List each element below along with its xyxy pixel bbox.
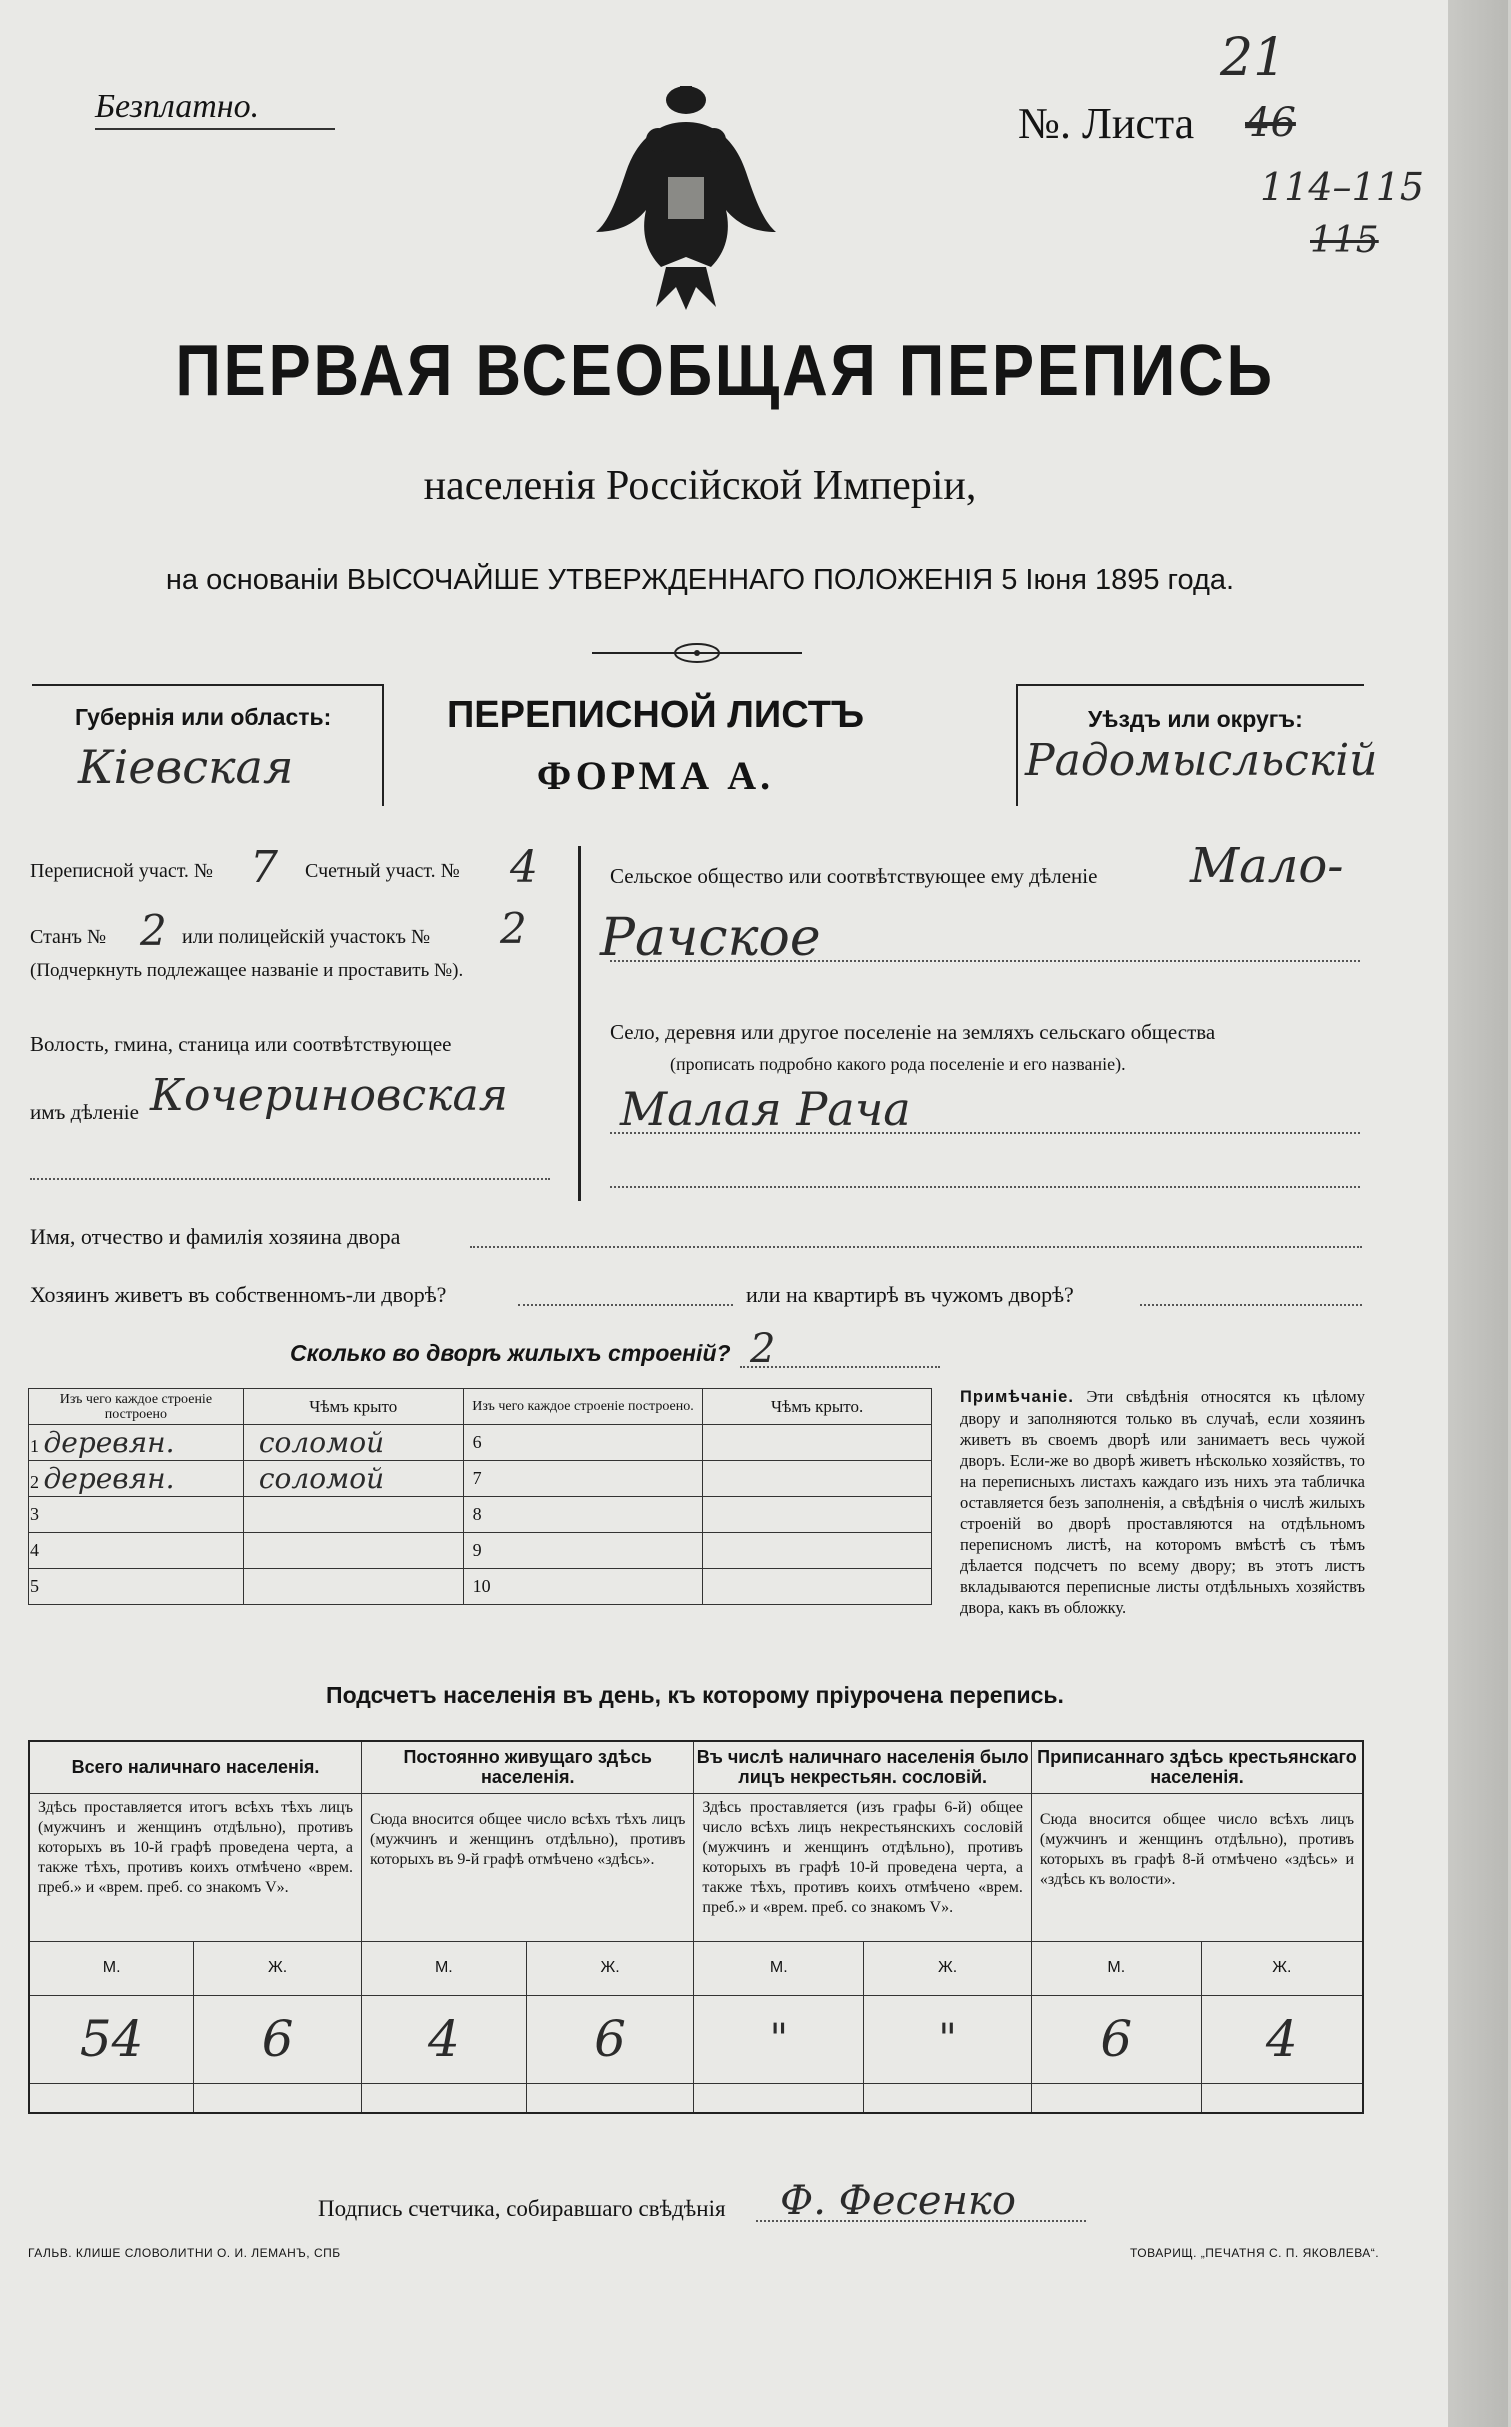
form-title-line1: ПЕРЕПИСНОЙ ЛИСТЪ [446,694,865,736]
count-value[interactable]: " [694,1995,864,2083]
col-female: Ж. [194,1941,362,1995]
uchast-label: Переписной участ. № [30,860,214,882]
volost-extra-line [30,1178,550,1180]
row-number: 10 [472,1576,491,1596]
building-roof[interactable] [243,1569,463,1605]
building-roof[interactable] [243,1497,463,1533]
table-row [29,1533,932,1569]
page-edge [1448,0,1508,2427]
society-value-2[interactable]: Рачское [600,908,821,968]
count-value[interactable]: 4 [1201,1995,1363,2083]
police-value[interactable]: 2 [500,904,527,953]
society-label: Сельское общество или соотвѣтствующее ему дѣленіе [610,864,1098,888]
imperial-eagle-emblem [596,82,776,312]
basis-line: на основаніи ВЫСОЧАЙШЕ УТВЕРЖДЕННАГО ПОЛОЖЕНІЯ 5 Іюня 1895 года. [165,564,1235,596]
volost-label: Волость, гмина, станица или соотвѣтствующее [30,1032,452,1056]
note-text: Эти свѣдѣнія относятся къ цѣлому двору и заполняются только въ случаѣ, если хозяинъ живетъ въ своемъ дворѣ или занимаетъ весь чужой дворъ. Если-же во дворѣ живетъ нѣсколько хозяйствъ, то на переписныхъ листахъ каждаго изъ нихъ эта табличка оставляется безъ заполненія, а свѣдѣнія о числѣ жилыхъ строеній во дворѣ проставляются на отдѣльномъ переписномъ листѣ, на которомъ вмѣстѣ съ тѣмъ дѣлается подсчетъ по всему двору; въ этотъ листъ вкладываются переписные листы отдѣльныхъ хозяйствъ двора, какъ въ обложку. [960,1387,1365,1617]
col-male: М. [29,1941,194,1995]
sheet-range: 114–115 [1260,165,1425,209]
owner-name-line [470,1246,1362,1248]
printer-left: ГАЛЬВ. КЛИШЕ СЛОВОЛИТНИ О. И. ЛЕМАНЪ, СПБ [28,2246,341,2260]
building-material[interactable]: деревян. [43,1426,175,1459]
buildings-col4-header: Чѣмъ крыто. [703,1389,932,1425]
population-count-table [28,1740,1364,2114]
row-number: 7 [472,1468,482,1488]
count-desc-present: Здѣсь проставляется итогъ всѣхъ тѣхъ лицъ (мужчинъ и женщинъ отдѣльно), противъ которыхъ въ 10-й графѣ проведена черта, а также тѣхъ, противъ коихъ отмѣчено «врем. преб.» и «врем. преб. со знакомъ V». [29,1793,361,1941]
row-number: 9 [472,1540,482,1560]
block-divider [578,846,581,1201]
owner-lives-alt-label: или на квартирѣ въ чужомъ дворѣ? [746,1282,1074,1307]
count-desc-registered: Сюда вносится общее число всѣхъ лицъ (мужчинъ и женщинъ отдѣльно), противъ которыхъ въ графѣ 8-й отмѣчено «здѣсь» и «здѣсь къ волости». [1031,1793,1363,1941]
table-row [29,1569,932,1605]
page-subtitle: населенія Россійской Имперіи, [423,463,977,509]
buildings-label: Сколько во дворѣ жилыхъ строеній? [290,1340,731,1366]
village-note: (прописать подробно какого рода поселеніе и его названіе). [670,1054,1126,1074]
underline-note: (Подчеркнуть подлежащее названіе и проставить №). [30,960,464,981]
owner-lives-line [518,1304,733,1306]
stan-label: Станъ № [30,926,107,948]
owner-lives-label: Хозяинъ живетъ въ собственномъ-ли дворѣ? [30,1282,447,1307]
buildings-value[interactable]: 2 [750,1326,776,1372]
owner-lives-alt-line [1140,1304,1362,1306]
building-roof[interactable] [703,1533,932,1569]
village-line [610,1132,1360,1134]
village-value[interactable]: Малая Рача [620,1082,911,1136]
count-desc-permanent: Сюда вносится общее число всѣхъ тѣхъ лицъ (мужчинъ и женщинъ отдѣльно), противъ которыхъ въ 9-й графѣ отмѣчено «здѣсь». [361,1793,693,1941]
buildings-col3-header: Изъ чего каждое строеніе построено. [463,1389,703,1425]
free-underline [95,128,335,130]
count-head-present: Всего наличнаго населенія. [29,1741,361,1793]
building-roof[interactable] [703,1425,932,1461]
table-row [29,1425,932,1461]
row-number: 8 [472,1504,482,1524]
society-value-1[interactable]: Мало- [1190,838,1344,894]
row-number: 3 [30,1504,39,1524]
sheet-number-label: №. Листа [1018,99,1195,148]
schet-label: Счетный участ. № [305,860,460,882]
society-line [610,960,1360,962]
building-material[interactable]: деревян. [43,1462,175,1495]
count-value[interactable]: 54 [29,1995,194,2083]
col-female: Ж. [1201,1941,1363,1995]
buildings-col2-header: Чѣмъ крыто [243,1389,463,1425]
row-number: 1 [30,1436,39,1456]
col-female: Ж. [526,1941,694,1995]
row-number: 4 [30,1540,39,1560]
building-roof[interactable]: соломой [258,1426,385,1459]
owner-name-label: Имя, отчество и фамилія хозяина двора [30,1224,401,1249]
count-desc-nonpeasant: Здѣсь проставляется (изъ графы 6-й) общее число всѣхъ лицъ некрестьянскихъ сословій (мужчинъ и женщинъ отдѣльно), противъ которыхъ въ графѣ 10-й проведена черта, а также тѣхъ, противъ коихъ отмѣчено «врем. преб.» и «врем. преб. со знакомъ V». [694,1793,1032,1941]
col-male: М. [694,1941,864,1995]
printer-right: ТОВАРИЩ. „ПЕЧАТНЯ С. П. ЯКОВЛЕВА“. [1130,2246,1380,2260]
count-head-permanent: Постоянно живущаго здѣсь населенія. [361,1741,693,1793]
volost-label-2: имъ дѣленіе [30,1100,139,1124]
village-line-2 [610,1186,1360,1188]
signature-value[interactable]: Ф. Фесенко [780,2178,1016,2224]
table-row [29,1461,932,1497]
guberniya-value[interactable]: Кіевская [78,740,294,794]
row-number: 5 [30,1576,39,1596]
count-head-registered: Приписаннаго здѣсь крестьянскаго населенія. [1031,1741,1363,1793]
sheet-number-struck: 46 [1245,100,1296,146]
row-number: 6 [472,1432,482,1452]
col-male: М. [361,1941,526,1995]
uezd-value[interactable]: Радомысльскій [1025,735,1378,786]
row-number: 2 [30,1472,39,1492]
building-roof[interactable] [243,1533,463,1569]
note-block [960,1386,1365,1618]
buildings-col1-header: Изъ чего каждое строеніе построено [29,1389,244,1425]
buildings-line [740,1366,940,1368]
signature-label: Подпись счетчика, собиравшаго свѣдѣнія [318,2196,726,2221]
ornament-divider [592,640,802,666]
count-title: Подсчетъ населенія въ день, къ которому пріурочена перепись. [326,1682,1064,1708]
sheet-number-struck-2: 115 [1310,220,1379,261]
form-title-line2: ФОРМА А. [536,753,775,798]
note-lead: Примѣчаніе. [960,1388,1074,1406]
building-roof[interactable] [703,1461,932,1497]
building-roof[interactable] [703,1497,932,1533]
schet-value[interactable]: 4 [510,842,538,893]
uchast-value[interactable]: 7 [250,842,278,893]
sheet-number-value: 21 [1220,28,1287,88]
count-value[interactable]: 4 [361,1995,526,2083]
count-value[interactable]: " [864,1995,1032,2083]
stan-value[interactable]: 2 [140,906,167,955]
volost-value[interactable]: Кочериновская [150,1070,508,1121]
col-female: Ж. [864,1941,1032,1995]
building-roof[interactable] [703,1569,932,1605]
buildings-table [28,1388,932,1605]
col-male: М. [1031,1941,1201,1995]
police-label: или полицейскій участокъ № [182,926,431,948]
guberniya-label: Губернія или область: [75,704,332,730]
page-title: ПЕРВАЯ ВСЕОБЩАЯ ПЕРЕПИСЬ [175,331,1275,411]
table-row [29,1497,932,1533]
count-value[interactable]: 6 [526,1995,694,2083]
village-label: Село, деревня или другое поселеніе на земляхъ сельскаго общества [610,1020,1216,1044]
building-roof[interactable]: соломой [258,1462,385,1495]
uezd-label: Уѣздъ или округъ: [1088,706,1303,732]
count-value[interactable]: 6 [194,1995,362,2083]
count-head-nonpeasant: Въ числѣ наличнаго населенія было лицъ некрестьян. сословій. [694,1741,1032,1793]
free-label: Безплатно. [95,88,260,125]
count-value[interactable]: 6 [1031,1995,1201,2083]
